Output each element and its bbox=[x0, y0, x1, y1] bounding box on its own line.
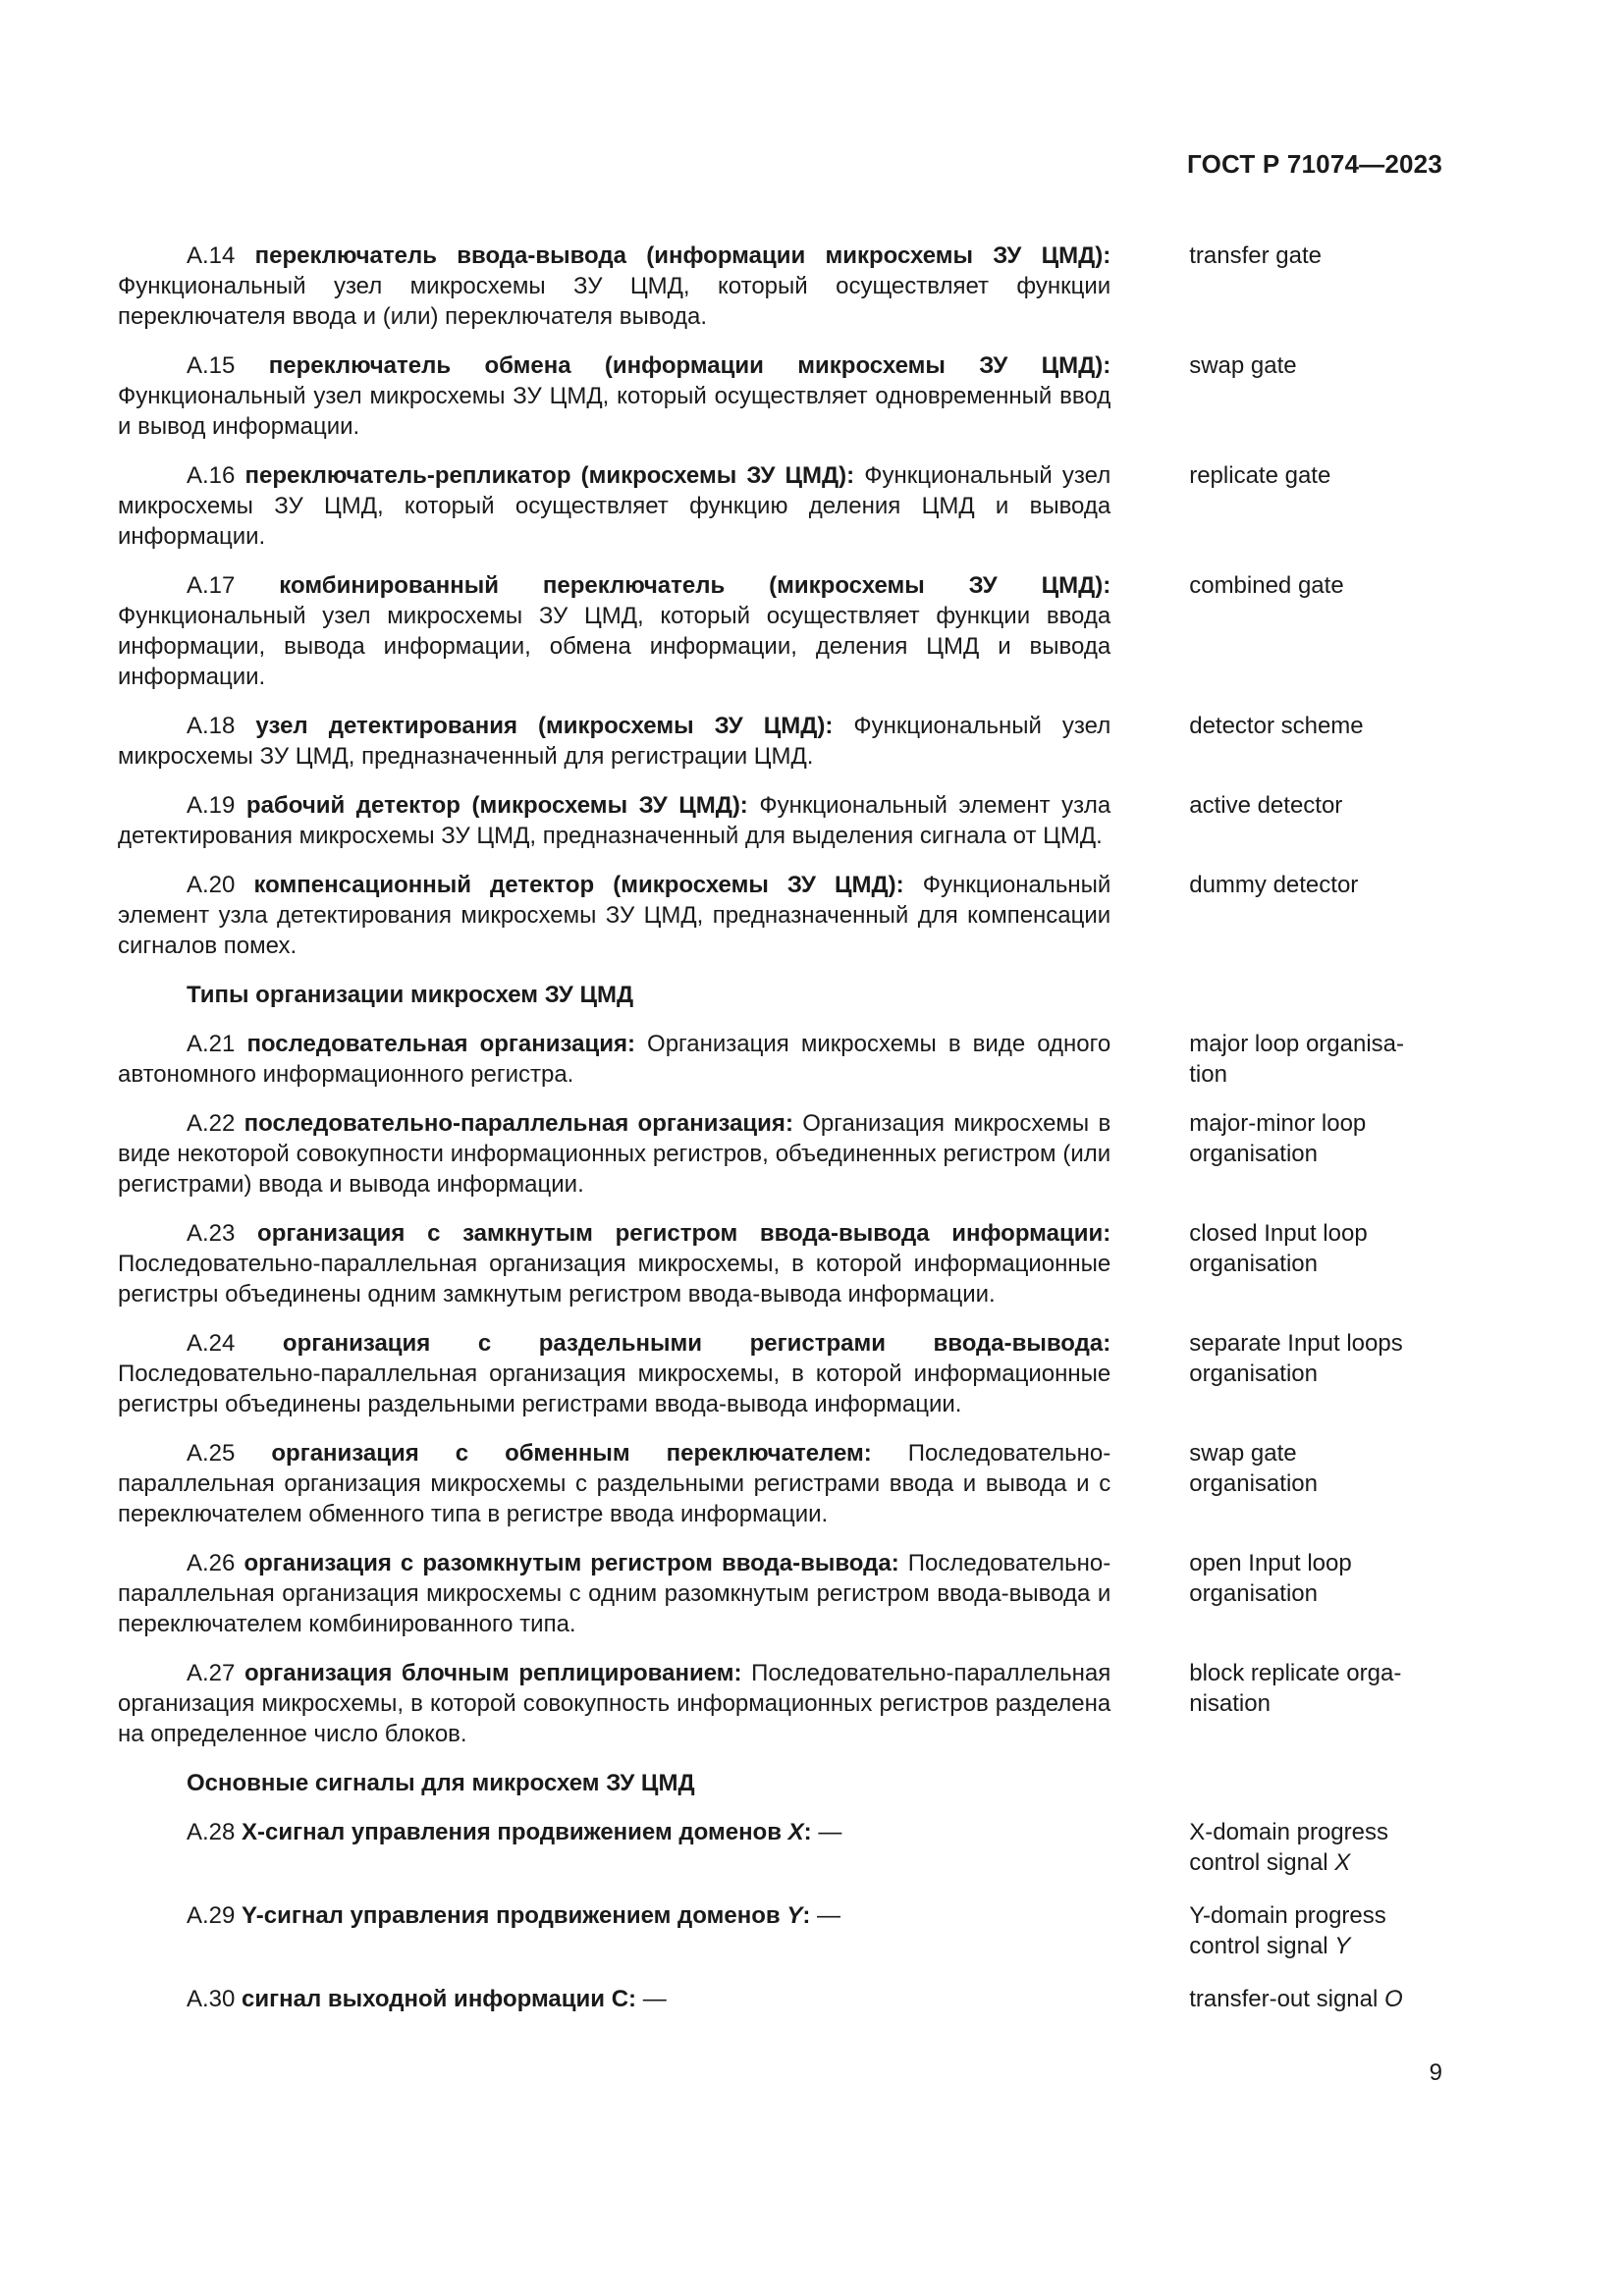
page-number: 9 bbox=[1429, 2059, 1442, 2086]
term-ru-colon: : bbox=[802, 1902, 811, 1929]
term-en-line: major-minor loop bbox=[1189, 1110, 1367, 1137]
term-ru-text: Y-сигнал управления продвижением доменов bbox=[242, 1902, 787, 1929]
section-title-organisation: Типы организации микросхем ЗУ ЦМД bbox=[187, 982, 634, 1008]
entry-definition-block bbox=[118, 790, 1110, 851]
entry-definition-block bbox=[118, 570, 1110, 692]
definition-text: Последовательно-параллельная организация микросхемы с одним разомкнутым регистром ввода-вывода и переключателем комбинированного типа. bbox=[118, 1550, 1111, 1637]
term-ru: переключатель-репликатор (микросхемы ЗУ ЦМД): bbox=[244, 462, 855, 489]
definition-text: Организация микросхемы в виде некоторой совокупности информационных регистров, объединенных регистром (или регистрами) ввода и вывода информации. bbox=[118, 1110, 1111, 1198]
entry-definition-block bbox=[118, 240, 1110, 332]
term-en bbox=[1189, 1438, 1443, 1529]
term-en-line: Y-domain progress bbox=[1189, 1902, 1386, 1929]
signal-entry bbox=[118, 1817, 1443, 1878]
definition-dash: — bbox=[810, 1902, 841, 1929]
term-en bbox=[1189, 1984, 1443, 2014]
definition-text: Функциональный узел микросхемы ЗУ ЦМД, предназначенный для регистрации ЦМД. bbox=[118, 713, 1111, 770]
entry-definition-block bbox=[118, 1328, 1110, 1419]
term-en-line: organisation bbox=[1189, 1470, 1318, 1497]
definition-text: Последовательно-параллельная организация микросхемы с раздельными регистрами ввода и вывода и с переключателем обменного типа в регистре ввода информации. bbox=[118, 1440, 1111, 1527]
entry-definition-block bbox=[118, 1658, 1110, 1749]
entry-number: А.15 bbox=[187, 352, 236, 379]
entry-number: А.29 bbox=[187, 1902, 236, 1929]
signal-term-block bbox=[118, 1984, 1110, 2014]
term-en-line: major loop organisa- bbox=[1189, 1031, 1404, 1057]
entry-number: А.23 bbox=[187, 1220, 236, 1247]
entry-number: А.25 bbox=[187, 1440, 236, 1467]
definition-dash: — bbox=[636, 1986, 667, 2012]
term-en-line: tion bbox=[1189, 1061, 1227, 1088]
term-en-line: replicate gate bbox=[1189, 462, 1331, 489]
entry-number: А.20 bbox=[187, 872, 236, 898]
term-en bbox=[1189, 711, 1443, 772]
glossary-entry bbox=[118, 1438, 1443, 1529]
term-en-line: organisation bbox=[1189, 1141, 1318, 1167]
term-ru: комбинированный переключатель (микросхемы ЗУ ЦМД): bbox=[279, 572, 1111, 599]
term-ru: организация с обменным переключателем: bbox=[271, 1440, 872, 1467]
term-ru bbox=[242, 1986, 636, 2012]
term-ru: организация с замкнутым регистром ввода-вывода информации: bbox=[257, 1220, 1111, 1247]
term-en-line: transfer gate bbox=[1189, 242, 1322, 269]
entry-number: А.27 bbox=[187, 1660, 236, 1686]
definition-text: Функциональный узел микросхемы ЗУ ЦМД, который осуществляет одновременный ввод и вывод информации. bbox=[118, 383, 1111, 440]
glossary-entry bbox=[118, 870, 1443, 961]
entry-definition-block bbox=[118, 460, 1110, 552]
term-en-line bbox=[1189, 1847, 1443, 1878]
entry-definition-block bbox=[118, 1108, 1110, 1200]
signal-term-block bbox=[118, 1817, 1110, 1878]
glossary-entry bbox=[118, 240, 1443, 332]
term-ru bbox=[242, 1902, 810, 1929]
entry-number: А.24 bbox=[187, 1330, 236, 1357]
entry-number: А.30 bbox=[187, 1986, 236, 2012]
entry-definition-block bbox=[118, 1438, 1110, 1529]
term-en-line: nisation bbox=[1189, 1690, 1271, 1717]
term-en-line: swap gate bbox=[1189, 1440, 1297, 1467]
glossary-entry bbox=[118, 1548, 1443, 1639]
signal-term-block bbox=[118, 1900, 1110, 1961]
term-en bbox=[1189, 1658, 1443, 1749]
glossary-entry bbox=[118, 1218, 1443, 1309]
term-en-line: combined gate bbox=[1189, 572, 1344, 599]
standard-designation: ГОСТ Р 71074—2023 bbox=[1187, 149, 1442, 179]
definition-dash: — bbox=[811, 1819, 842, 1845]
term-en-text: control signal bbox=[1189, 1849, 1335, 1876]
entry-number: А.18 bbox=[187, 713, 236, 739]
term-en bbox=[1189, 1548, 1443, 1639]
glossary-entry bbox=[118, 1658, 1443, 1749]
term-en bbox=[1189, 790, 1443, 851]
entry-number: А.28 bbox=[187, 1819, 236, 1845]
entry-definition-block bbox=[118, 870, 1110, 961]
term-ru: рабочий детектор (микросхемы ЗУ ЦМД): bbox=[245, 792, 748, 819]
term-en bbox=[1189, 1108, 1443, 1200]
term-en-line: closed Input loop bbox=[1189, 1220, 1368, 1247]
term-ru: узел детектирования (микросхемы ЗУ ЦМД): bbox=[255, 713, 834, 739]
entry-number: А.17 bbox=[187, 572, 236, 599]
term-ru: организация с раздельными регистрами ввода-вывода: bbox=[282, 1330, 1111, 1357]
term-ru: последовательная организация: bbox=[246, 1031, 635, 1057]
definition-text: Последовательно-параллельная организация микросхемы, в которой совокупность информационных регистров разделена на определенное число блоков. bbox=[118, 1660, 1111, 1747]
term-ru-colon: : bbox=[628, 1986, 637, 2012]
glossary-entry bbox=[118, 350, 1443, 442]
definition-text: Последовательно-параллельная организация микросхемы, в которой информационные регистры объединены одним замкнутым регистром ввода-вывода информации. bbox=[118, 1251, 1111, 1308]
glossary-entry bbox=[118, 1108, 1443, 1200]
entry-definition-block bbox=[118, 1029, 1110, 1090]
term-en-line: swap gate bbox=[1189, 352, 1297, 379]
term-en bbox=[1189, 1817, 1443, 1878]
definition-text: Функциональный элемент узла детектирования микросхемы ЗУ ЦМД, предназначенный для компенсации сигналов помех. bbox=[118, 872, 1111, 959]
definition-text: Функциональный элемент узла детектирования микросхемы ЗУ ЦМД, предназначенный для выделения сигнала от ЦМД. bbox=[118, 792, 1111, 849]
entry-number: А.14 bbox=[187, 242, 236, 269]
term-en bbox=[1189, 460, 1443, 552]
term-en-text: transfer-out signal bbox=[1189, 1986, 1384, 2012]
term-en bbox=[1189, 1029, 1443, 1090]
glossary-entry bbox=[118, 460, 1443, 552]
term-en-variable: Y bbox=[1334, 1933, 1351, 1959]
entry-number: А.21 bbox=[187, 1031, 236, 1057]
term-ru bbox=[242, 1819, 812, 1845]
glossary-entry bbox=[118, 570, 1443, 692]
entry-number: А.16 bbox=[187, 462, 236, 489]
terms-signals bbox=[118, 1817, 1443, 2014]
glossary-content bbox=[118, 240, 1443, 2037]
term-en bbox=[1189, 1328, 1443, 1419]
terms-organisation bbox=[118, 1029, 1443, 1749]
definition-text: Организация микросхемы в виде одного автономного информационного регистра. bbox=[118, 1031, 1111, 1088]
entry-definition-block bbox=[118, 1218, 1110, 1309]
term-en bbox=[1189, 1218, 1443, 1309]
term-en-line: organisation bbox=[1189, 1251, 1318, 1277]
term-ru-text: сигнал выходной информации С bbox=[242, 1986, 629, 2012]
term-en-line bbox=[1189, 1984, 1443, 2014]
glossary-entry bbox=[118, 1029, 1443, 1090]
signal-entry bbox=[118, 1900, 1443, 1961]
glossary-entry bbox=[118, 790, 1443, 851]
term-ru: переключатель обмена (информации микросхемы ЗУ ЦМД): bbox=[268, 352, 1111, 379]
term-en-line: active detector bbox=[1189, 792, 1343, 819]
term-ru-colon: : bbox=[803, 1819, 812, 1845]
entry-definition-block bbox=[118, 1548, 1110, 1639]
term-en-variable: X bbox=[1334, 1849, 1351, 1876]
terms-gates-detectors bbox=[118, 240, 1443, 961]
term-ru-variable: Y bbox=[786, 1902, 803, 1929]
entry-number: А.26 bbox=[187, 1550, 236, 1576]
glossary-entry bbox=[118, 1328, 1443, 1419]
term-ru-text: Х-сигнал управления продвижением доменов bbox=[242, 1819, 788, 1845]
glossary-entry bbox=[118, 711, 1443, 772]
term-en bbox=[1189, 1900, 1443, 1961]
entry-definition-block bbox=[118, 350, 1110, 442]
term-en bbox=[1189, 870, 1443, 961]
term-en-line: organisation bbox=[1189, 1580, 1318, 1607]
term-ru-variable: Х bbox=[787, 1819, 804, 1845]
term-en-line: open Input loop bbox=[1189, 1550, 1352, 1576]
entry-number: А.19 bbox=[187, 792, 236, 819]
definition-text: Последовательно-параллельная организация микросхемы, в которой информационные регистры объединены раздельными регистрами ввода-вывода информации. bbox=[118, 1361, 1111, 1417]
term-ru: компенсационный детектор (микросхемы ЗУ ЦМД): bbox=[253, 872, 904, 898]
signal-entry bbox=[118, 1984, 1443, 2014]
term-en bbox=[1189, 240, 1443, 332]
section-title-signals: Основные сигналы для микросхем ЗУ ЦМД bbox=[187, 1770, 695, 1796]
entry-number: А.22 bbox=[187, 1110, 236, 1137]
term-en-line bbox=[1189, 1931, 1443, 1961]
definition-text: Функциональный узел микросхемы ЗУ ЦМД, который осуществляет функции ввода информации, вывода информации, обмена информации, деления ЦМД и вывода информации. bbox=[118, 603, 1111, 690]
term-en-line: X-domain progress bbox=[1189, 1819, 1388, 1845]
definition-text: Функциональный узел микросхемы ЗУ ЦМД, который осуществляет функции переключателя ввода и (или) переключателя вывода. bbox=[118, 273, 1111, 330]
term-en bbox=[1189, 350, 1443, 442]
entry-definition-block bbox=[118, 711, 1110, 772]
term-en-line: block replicate orga- bbox=[1189, 1660, 1402, 1686]
term-en-text: control signal bbox=[1189, 1933, 1335, 1959]
term-en-line: dummy detector bbox=[1189, 872, 1359, 898]
term-ru: переключатель ввода-вывода (информации микросхемы ЗУ ЦМД): bbox=[254, 242, 1111, 269]
definition-text: Функциональный узел микросхемы ЗУ ЦМД, который осуществляет функцию деления ЦМД и вывода информации. bbox=[118, 462, 1111, 550]
term-ru: последовательно-параллельная организация: bbox=[244, 1110, 793, 1137]
term-en-line: organisation bbox=[1189, 1361, 1318, 1387]
term-en-line: separate Input loops bbox=[1189, 1330, 1403, 1357]
term-en bbox=[1189, 570, 1443, 692]
term-en-line: detector scheme bbox=[1189, 713, 1364, 739]
term-en-variable: O bbox=[1383, 1986, 1403, 2012]
term-ru: организация блочным реплицированием: bbox=[244, 1660, 742, 1686]
term-ru: организация с разомкнутым регистром ввода-вывода: bbox=[244, 1550, 899, 1576]
